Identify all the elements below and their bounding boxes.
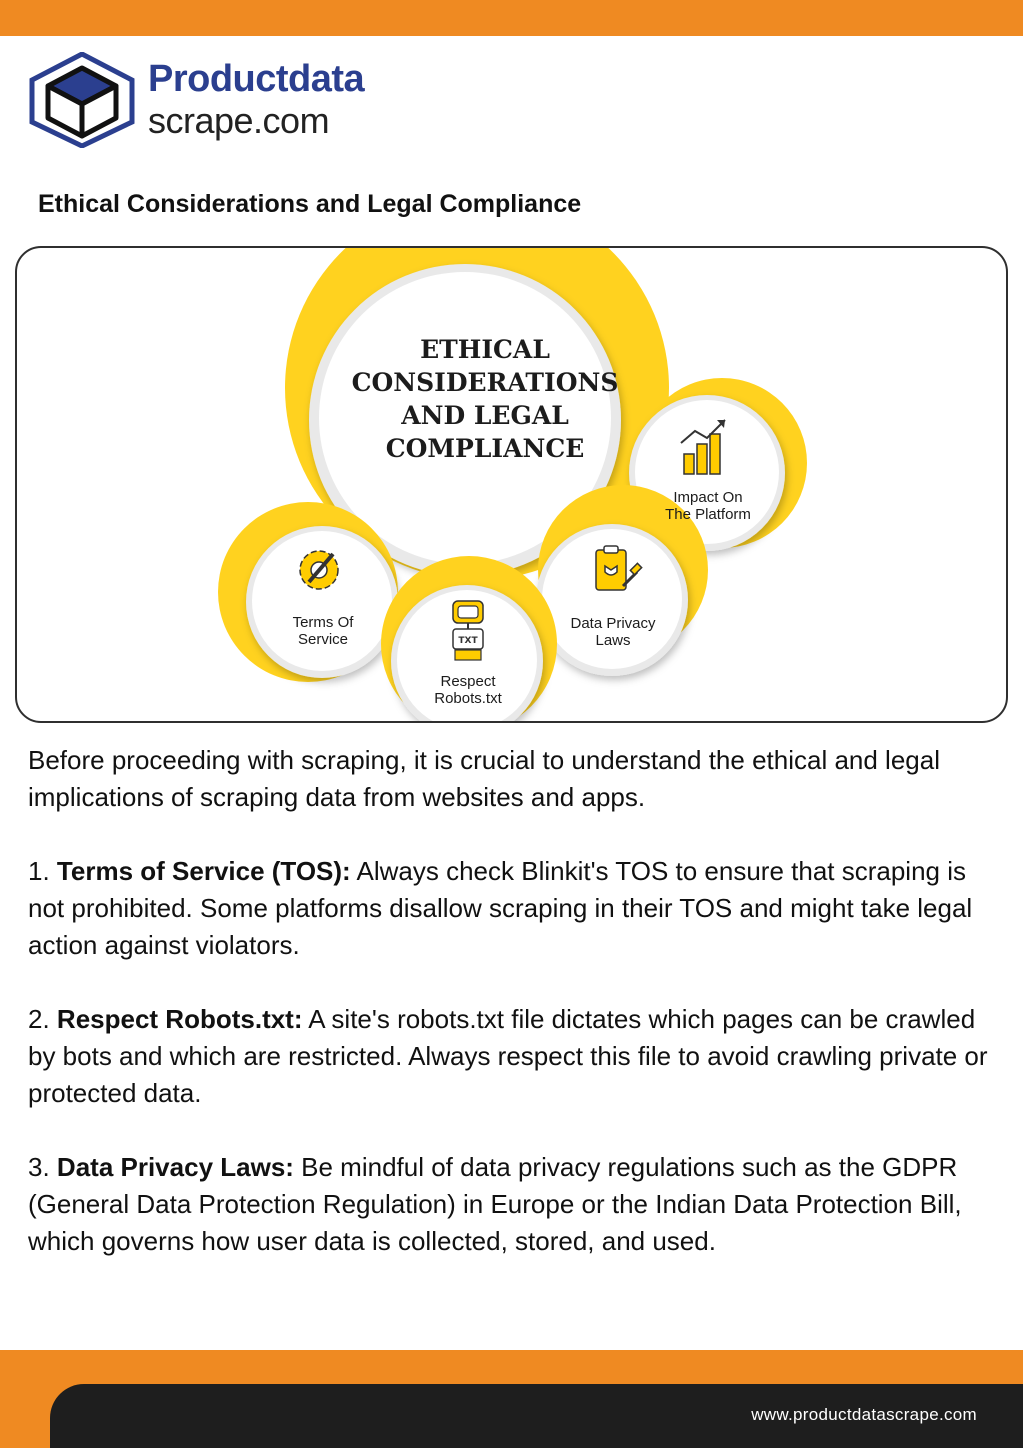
svg-text:TXT: TXT (458, 636, 478, 646)
brand-name-line1: Productdata (148, 58, 365, 100)
gear-wrench-icon (300, 551, 338, 589)
node-label-data-privacy: Data Privacy Laws (570, 615, 656, 649)
item-respect-robots: 2. Respect Robots.txt: A site's robots.txt file dictates which pages can be crawled by bots and which are restricted. Always respect this file to avoid crawling private or protected data. (28, 1004, 988, 1108)
section-heading: Ethical Considerations and Legal Compliance (38, 190, 582, 218)
cube-logo-icon (28, 52, 136, 148)
brand-logo[interactable] (28, 52, 388, 148)
robot-txt-icon (453, 601, 483, 660)
top-accent-bar (0, 0, 1023, 36)
intro-paragraph: Before proceeding with scraping, it is crucial to understand the ethical and legal implications of scraping data from websites and apps. (28, 745, 940, 812)
footer-website-link[interactable]: www.productdatascrape.com (751, 1405, 977, 1424)
diagram-graphic (17, 248, 1008, 723)
item-title: Terms of Service (TOS): (56, 856, 351, 886)
node-label-terms-of-service: Terms Of Service (292, 614, 354, 648)
node-label-impact: Impact On The Platform (665, 489, 751, 523)
item-data-privacy: 3. Data Privacy Laws: Be mindful of data privacy regulations such as the GDPR (General Data Protection Regulation) in Europe or the Indian Data Protection Bill, which governs how user data is collected, stored, and used. (28, 1152, 962, 1256)
item-terms-of-service: 1. Terms of Service (TOS): Always check Blinkit's TOS to ensure that scraping is not prohibited. Some platforms disallow scraping in their TOS and might take legal action against violators. (28, 856, 973, 960)
item-title: Data Privacy Laws: (56, 1152, 294, 1182)
diagram-center-title: ETHICAL CONSIDERATIONS AND LEGAL COMPLIANCE (351, 335, 619, 463)
item-title: Respect Robots.txt: (56, 1004, 303, 1034)
ethics-diagram (15, 246, 1008, 723)
brand-name-line2: scrape.com (148, 100, 330, 141)
node-label-robots: Respect Robots.txt (434, 673, 502, 707)
body-content (28, 742, 988, 1297)
